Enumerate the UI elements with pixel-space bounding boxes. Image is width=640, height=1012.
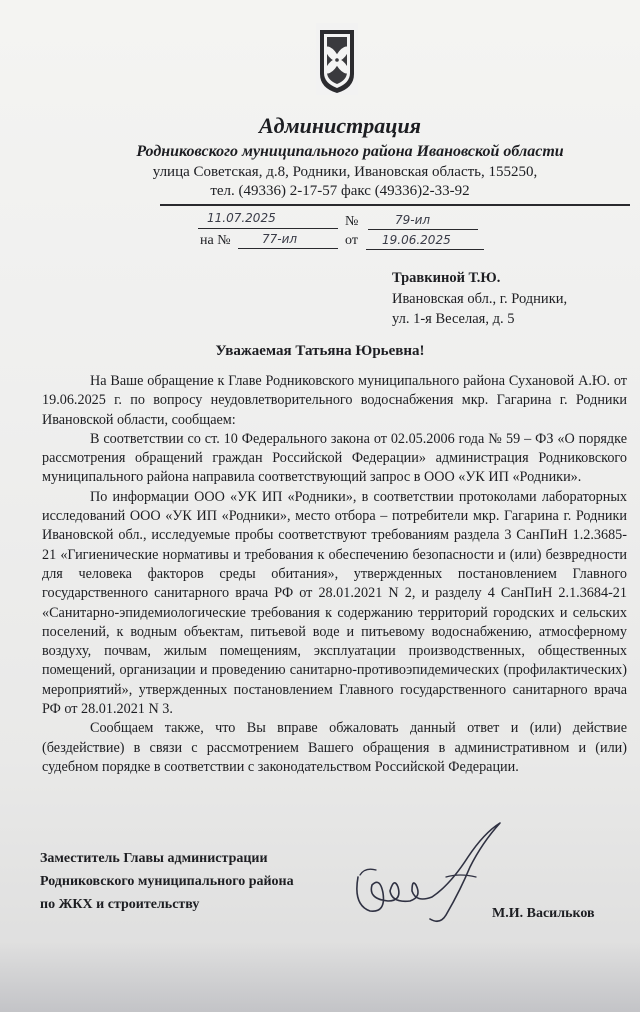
reply-to-label: на № — [200, 233, 231, 248]
date-underline — [198, 228, 338, 229]
organization-subtitle: Родниковского муниципального района Ивановской области — [136, 143, 564, 160]
signatory-position-line: по ЖКХ и строительству — [40, 897, 200, 912]
recipient-name: Травкиной Т.Ю. — [392, 270, 501, 286]
number-label: № — [345, 214, 359, 229]
outgoing-number: 79-ил — [395, 213, 431, 227]
recipient-address-line1: Ивановская обл., г. Родники, — [392, 291, 568, 307]
recipient-address-line2: ул. 1-я Веселая, д. 5 — [392, 311, 515, 327]
signatory-position — [40, 847, 294, 916]
reply-number-underline — [238, 248, 338, 249]
greeting: Уважаемая Татьяна Юрьевна! — [215, 343, 425, 359]
signatory-name: М.И. Васильков — [492, 906, 595, 921]
signatory-position-line: Заместитель Главы администрации — [40, 851, 268, 866]
outgoing-date: 11.07.2025 — [207, 211, 276, 225]
letter-body — [42, 372, 627, 777]
organization-title: Администрация — [258, 113, 422, 138]
reply-date-underline — [366, 249, 484, 250]
body-paragraph: В соответствии со ст. 10 Федерального закона от 02.05.2006 года № 59 – ФЗ «О порядке рассмотрения обращений граждан Российской Федерации» администрация Родниковского муниципального района направила соответствующий запрос в ООО «УК ИП «Родники». — [42, 430, 627, 486]
body-paragraph: По информации ООО «УК ИП «Родники», в соответствии протоколами лабораторных исследований ООО «УК ИП «Родники», место отбора – потребители мкр. Гагарина г. Родники Ивановской обл., исследуемые пробы соответствуют требованиям раздела 3 СанПиН 1.2.3685-21 «Гигиенические нормативы и требования к обеспечению безопасности и (или) безвредности для человека факторов среды обитания», утвержденных постановлением Главного государственного санитарного врача РФ от 28.01.2021 N 2, и разделу 4 СанПиН 2.1.3684-21 «Санитарно-эпидемиологические требования к содержанию территорий городских и сельских поселений, к водным объектам, питьевой воде и питьевому водоснабжению, атмосферному воздуху, почвам, жилым помещениям, эксплуатации производственных, общественных помещений, организации и проведению санитарно-противоэпидемических (профилактических) мероприятий», утвержденных постановлением Главного государственного санитарного врача РФ от 28.01.2021 N 3. — [42, 488, 627, 718]
signatory-position-line: Родниковского муниципального района — [40, 874, 294, 889]
body-paragraph: Сообщаем также, что Вы вправе обжаловать данный ответ и (или) действие (бездействие) в связи с рассмотрением Вашего обращения в административном и (или) судебном порядке в соответствии с законодательством Российской Федерации. — [42, 720, 627, 775]
from-label: от — [345, 233, 358, 248]
body-paragraph: На Ваше обращение к Главе Родниковского муниципального района Сухановой А.Ю. от 19.06.2025 г. по вопросу неудовлетворительного водоснабжения мкр. Гагарина г. Родники Ивановской области, сообщаем: — [42, 373, 627, 428]
organization-phone-fax: тел. (49336) 2-17-57 факс (49336)2-33-92 — [210, 183, 470, 199]
reply-date: 19.06.2025 — [382, 233, 451, 247]
organization-address: улица Советская, д.8, Родники, Ивановская область, 155250, — [152, 164, 538, 180]
coat-of-arms-icon — [315, 22, 359, 96]
reply-number: 77-ил — [262, 232, 298, 246]
header-divider — [160, 204, 630, 206]
number-underline — [368, 229, 478, 230]
